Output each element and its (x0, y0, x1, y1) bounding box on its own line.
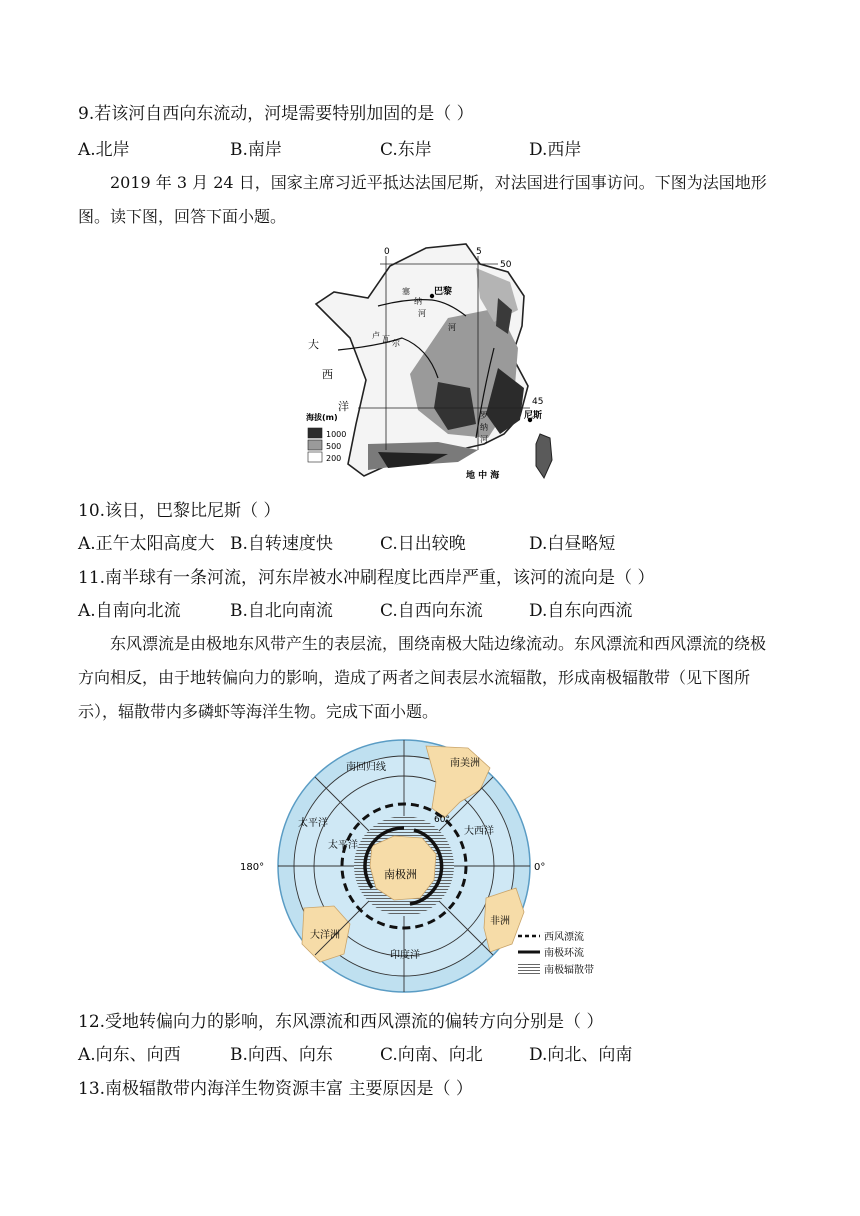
q10-option-b: B.自转速度快 (230, 534, 333, 554)
label-meridian: 南回归线 (346, 762, 386, 773)
antarctic-current-map (238, 738, 618, 1000)
legend-antarctic-current: 南极环流 (544, 948, 584, 959)
corsica-island (536, 434, 552, 478)
label-60: 60° (434, 815, 450, 825)
label-africa: 非洲 (490, 916, 510, 927)
river-mark-6: 尔 (392, 339, 400, 348)
river-mark-8: 罗 (480, 411, 488, 420)
q9-option-a: A.北岸 (78, 140, 130, 160)
label-pacific-outer: 太平洋 (298, 818, 328, 829)
q12-option-c: C.向南、向北 (380, 1045, 483, 1065)
q10-stem: 10.该日，巴黎比尼斯（ ） (78, 501, 281, 521)
river-mark-3: 河 (418, 309, 426, 318)
ocean-label-2: 西 (322, 368, 333, 381)
label-0: 0° (534, 862, 546, 873)
q11-option-d: D.自东向西流 (529, 601, 633, 621)
ocean-label-1: 大 (308, 338, 319, 351)
river-mark-4: 卢 (372, 331, 380, 340)
q9-option-b: B.南岸 (230, 140, 282, 160)
legend-value-1000: 1000 (326, 430, 347, 439)
q11-option-a: A.自南向北流 (78, 601, 181, 621)
label-south-america: 南美洲 (450, 758, 480, 769)
label-australia: 大洋洲 (310, 930, 340, 941)
ocean-label-3: 洋 (338, 400, 349, 413)
label-indian: 印度洋 (390, 950, 420, 961)
river-mark-10: 河 (480, 435, 488, 444)
label-antarctica: 南极洲 (384, 868, 417, 881)
q11-stem: 11.南半球有一条河流，河东岸被水冲刷程度比西岸严重，该河的流向是（ ） (78, 568, 655, 588)
legend-divergence: 南极辐散带 (544, 965, 594, 976)
lon-label-0: 0 (384, 247, 390, 257)
lat-label-45: 45 (532, 397, 544, 407)
q11-options (78, 600, 778, 622)
sea-label: 地 中 海 (466, 471, 500, 481)
q12-option-a: A.向东、向西 (78, 1045, 181, 1065)
q11-option-c: C.自西向东流 (380, 601, 483, 621)
legend-west-wind: 西风漂流 (544, 932, 584, 943)
river-mark-7: 河 (448, 323, 456, 332)
legend-title: 海拔(m) (306, 413, 338, 422)
q9-options (78, 139, 778, 161)
passage-antarctic: 东风漂流是由极地东风带产生的表层流，围绕南极大陆边缘流动。东风漂流和西风漂流的绕极方向相反，由于地转偏向力的影响，造成了两者之间表层水流辐散，形成南极辐散带（见下图所示），辐散带内多磷虾等海洋生物。完成下面小题。 (78, 634, 767, 721)
label-180: 180° (240, 862, 265, 873)
france-terrain-map (298, 238, 560, 486)
q11-option-b: B.自北向南流 (230, 601, 333, 621)
q9-stem: 9.若该河自西向东流动，河堤需要特别加固的是（ ） (78, 104, 474, 124)
lon-label-5: 5 (476, 247, 482, 257)
legend-swatch-1000 (308, 428, 322, 438)
legend-value-200: 200 (326, 454, 342, 463)
q12-option-d: D.向北、向南 (529, 1045, 633, 1065)
q12-options (78, 1044, 778, 1066)
river-mark-9: 纳 (480, 423, 488, 432)
legend-divergence-swatch (518, 964, 540, 974)
label-pacific-inner: 太平洋 (328, 840, 358, 851)
q13-stem: 13.南极辐散带内海洋生物资源丰富 主要原因是（ ） (78, 1079, 473, 1099)
q12-option-b: B.向西、向东 (230, 1045, 333, 1065)
legend-value-500: 500 (326, 442, 342, 451)
q10-option-d: D.白昼略短 (529, 534, 616, 554)
legend-swatch-200 (308, 452, 322, 462)
q10-option-c: C.日出较晚 (380, 534, 466, 554)
q9-option-c: C.东岸 (380, 140, 432, 160)
river-mark-2: 纳 (414, 297, 422, 306)
river-mark-1: 塞 (402, 287, 410, 296)
city-nice: 尼斯 (524, 411, 543, 421)
city-paris: 巴黎 (434, 287, 453, 297)
q10-option-a: A.正午太阳高度大 (78, 534, 215, 554)
legend-swatch-500 (308, 440, 322, 450)
q9-option-d: D.西岸 (529, 140, 582, 160)
q10-options (78, 533, 778, 555)
q12-stem: 12.受地转偏向力的影响，东风漂流和西风漂流的偏转方向分别是（ ） (78, 1012, 604, 1032)
river-mark-5: 瓦 (382, 335, 390, 344)
lat-label-50: 50 (500, 260, 512, 270)
passage-france: 2019 年 3 月 24 日，国家主席习近平抵达法国尼斯，对法国进行国事访问。下图为法国地形图。读下图，回答下面小题。 (78, 173, 767, 226)
label-atlantic: 大西洋 (464, 826, 494, 837)
